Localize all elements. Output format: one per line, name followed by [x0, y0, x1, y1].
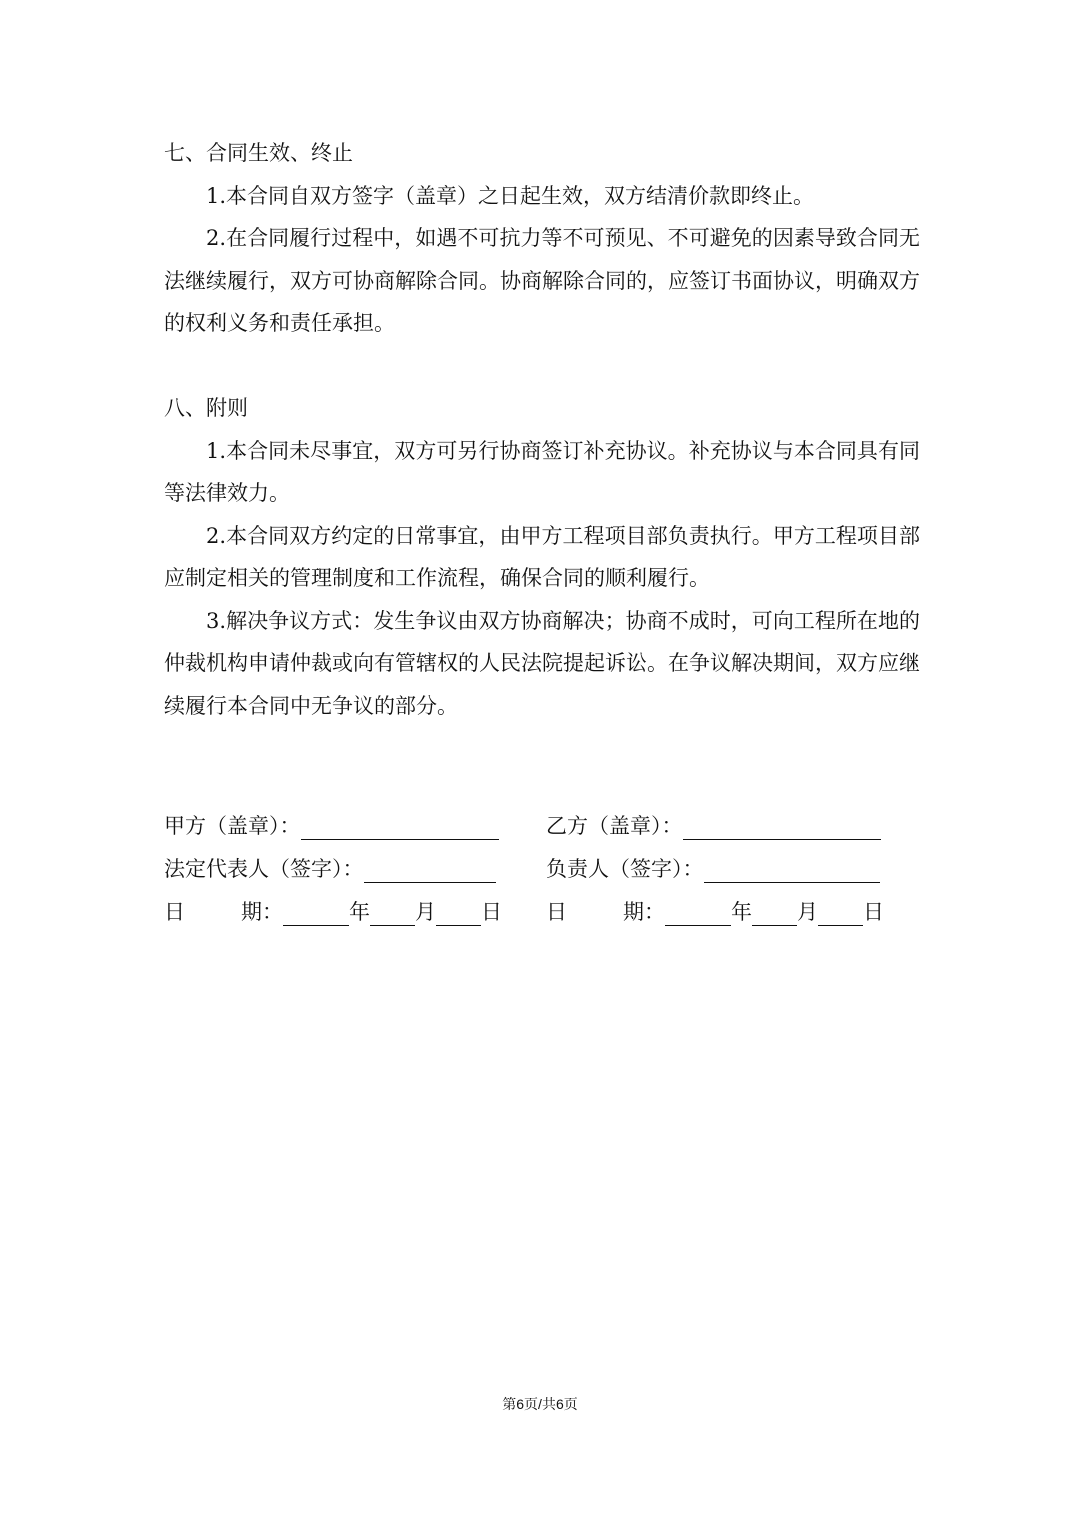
legal-rep-sign-line[interactable] — [364, 858, 496, 883]
party-b-month-blank[interactable] — [752, 901, 797, 926]
month-label: 月 — [797, 900, 818, 924]
date-label-char-2: 期： — [241, 900, 283, 924]
signature-block — [164, 810, 920, 939]
page-indicator: 第6页/共6页 — [502, 1396, 578, 1412]
party-a-seal — [164, 810, 499, 840]
seal-row — [164, 810, 920, 853]
person-in-charge-sign-label: 负责人（签字）： — [546, 857, 704, 881]
date-label-char-2: 期： — [623, 900, 665, 924]
year-label: 年 — [731, 900, 752, 924]
signer-row — [164, 853, 920, 896]
party-a-year-blank[interactable] — [283, 901, 349, 926]
date-label-char-1: 日 — [164, 900, 185, 924]
contract-body — [164, 132, 920, 727]
person-in-charge-sign-line[interactable] — [704, 858, 880, 883]
party-a-seal-label: 甲方（盖章）： — [164, 814, 301, 838]
party-a-month-blank[interactable] — [370, 901, 415, 926]
person-in-charge-sign — [546, 853, 880, 883]
party-b-day-blank[interactable] — [818, 901, 863, 926]
date-row — [164, 896, 920, 939]
party-b-year-blank[interactable] — [665, 901, 731, 926]
section-spacer — [164, 345, 920, 388]
party-b-seal — [546, 810, 881, 840]
section-8-heading: 八、附则 — [164, 396, 248, 420]
party-b-date — [546, 896, 884, 926]
section-7-clause-1: 1.本合同自双方签字（盖章）之日起生效，双方结清价款即终止。 — [206, 183, 815, 208]
party-a-day-blank[interactable] — [436, 901, 481, 926]
month-label: 月 — [415, 900, 436, 924]
day-label: 日 — [481, 900, 502, 924]
party-b-seal-label: 乙方（盖章）： — [546, 814, 683, 838]
year-label: 年 — [349, 900, 370, 924]
section-8-clause-1: 1.本合同未尽事宜，双方可另行协商签订补充协议。补充协议与本合同具有同等法律效力。 — [164, 438, 920, 505]
date-label-char-1: 日 — [546, 900, 567, 924]
day-label: 日 — [863, 900, 884, 924]
legal-rep-sign — [164, 853, 496, 883]
party-b-seal-line[interactable] — [683, 815, 881, 840]
legal-rep-sign-label: 法定代表人（签字）： — [164, 857, 364, 881]
section-8-clause-3: 3.解决争议方式：发生争议由双方协商解决；协商不成时，可向工程所在地的仲裁机构申请仲裁或向有管辖权的人民法院提起诉讼。在争议解决期间，双方应继续履行本合同中无争议的部分。 — [164, 608, 920, 718]
party-a-seal-line[interactable] — [301, 815, 499, 840]
section-8-clause-2: 2.本合同双方约定的日常事宜，由甲方工程项目部负责执行。甲方工程项目部应制定相关的管理制度和工作流程，确保合同的顺利履行。 — [164, 523, 920, 590]
party-a-date — [164, 896, 502, 926]
section-7-clause-2: 2.在合同履行过程中，如遇不可抗力等不可预见、不可避免的因素导致合同无法继续履行，双方可协商解除合同。协商解除合同的，应签订书面协议，明确双方的权利义务和责任承担。 — [164, 226, 920, 335]
section-7-heading: 七、合同生效、终止 — [164, 141, 353, 165]
